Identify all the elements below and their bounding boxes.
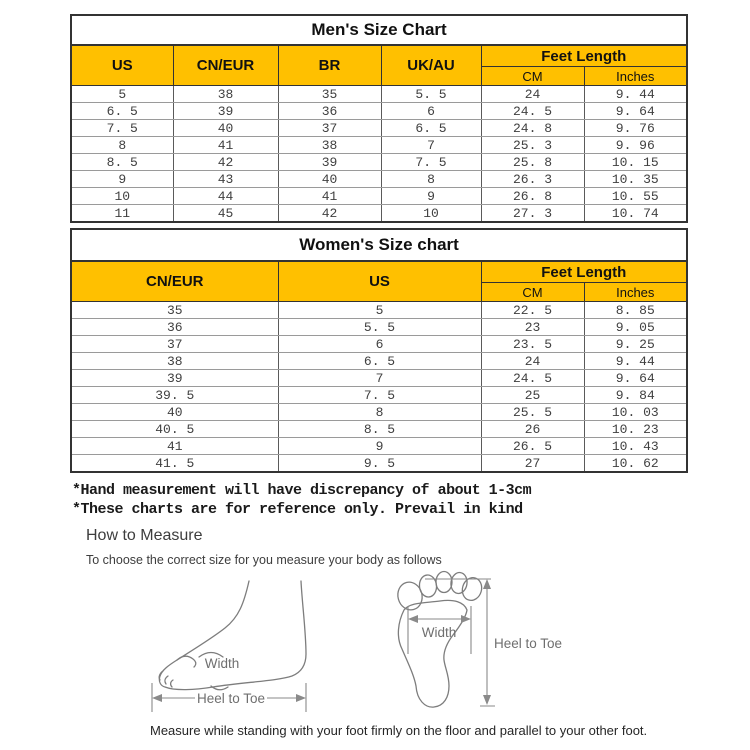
table-row [71, 154, 687, 171]
table-cell: 25. 8 [481, 154, 584, 171]
table-row [71, 404, 687, 421]
table-cell: 10. 74 [584, 205, 687, 223]
table-cell: 38 [173, 86, 278, 103]
table-cell: 8 [278, 404, 481, 421]
table-cell: 24 [481, 86, 584, 103]
table-cell: 42 [173, 154, 278, 171]
table-cell: 24 [481, 353, 584, 370]
column-header-us: US [71, 45, 173, 86]
table-cell: 35 [278, 86, 381, 103]
table-cell: 23 [481, 319, 584, 336]
column-header-cm: CM [481, 283, 584, 302]
column-header-inches: Inches [584, 283, 687, 302]
table-cell: 40 [278, 171, 381, 188]
table-cell: 10. 03 [584, 404, 687, 421]
table-cell: 42 [278, 205, 381, 223]
table-cell: 26 [481, 421, 584, 438]
table-row [71, 302, 687, 319]
table-cell: 40. 5 [71, 421, 278, 438]
table-row [71, 353, 687, 370]
table-cell: 8 [381, 171, 481, 188]
table-cell: 9. 84 [584, 387, 687, 404]
table-row [71, 370, 687, 387]
table-cell: 26. 3 [481, 171, 584, 188]
table-cell: 10. 15 [584, 154, 687, 171]
table-cell: 5 [71, 86, 173, 103]
table-row [71, 188, 687, 205]
foot-side-view-diagram [145, 575, 317, 717]
table-cell: 38 [71, 353, 278, 370]
table-cell: 8. 5 [71, 154, 173, 171]
table-cell: 6. 5 [278, 353, 481, 370]
table-cell: 5. 5 [278, 319, 481, 336]
table-cell: 39 [71, 370, 278, 387]
measure-caption: Measure while standing with your foot firmly on the floor and parallel to your other foot. [150, 723, 648, 738]
table-cell: 9. 76 [584, 120, 687, 137]
measurement-diagrams [0, 571, 750, 719]
column-header-cm: CM [481, 67, 584, 86]
note-line-1: *Hand measurement will have discrepancy of about 1-3cm [72, 482, 532, 499]
table-cell: 39. 5 [71, 387, 278, 404]
table-cell: 8 [71, 137, 173, 154]
table-cell: 37 [278, 120, 381, 137]
column-header-feet-length: Feet Length [481, 261, 687, 283]
table-cell: 9. 44 [584, 353, 687, 370]
table-cell: 43 [173, 171, 278, 188]
table-cell: 5. 5 [381, 86, 481, 103]
table-cell: 36 [71, 319, 278, 336]
table-cell: 10 [381, 205, 481, 223]
table-cell: 6 [278, 336, 481, 353]
table-cell: 7. 5 [71, 120, 173, 137]
how-to-measure-subheading: To choose the correct size for you measure your body as follows [86, 553, 442, 567]
table-cell: 11 [71, 205, 173, 223]
column-header-cn-eur: CN/EUR [173, 45, 278, 86]
table-row [71, 137, 687, 154]
table-cell: 6 [381, 103, 481, 120]
table-cell: 24. 8 [481, 120, 584, 137]
womens-size-table [70, 228, 688, 473]
table-cell: 25. 3 [481, 137, 584, 154]
column-header-uk-au: UK/AU [381, 45, 481, 86]
table-cell: 9. 64 [584, 103, 687, 120]
column-header-inches: Inches [584, 67, 687, 86]
womens-table-body [71, 302, 687, 473]
mens-size-table [70, 14, 688, 223]
side-length-label: Heel to Toe [196, 691, 266, 706]
table-row [71, 103, 687, 120]
table-cell: 7. 5 [381, 154, 481, 171]
table-cell: 9. 05 [584, 319, 687, 336]
table-cell: 23. 5 [481, 336, 584, 353]
foot-top-view-diagram [390, 569, 570, 719]
table-cell: 7 [278, 370, 481, 387]
table-cell: 9. 96 [584, 137, 687, 154]
table-cell: 41. 5 [71, 455, 278, 473]
table-cell: 41 [173, 137, 278, 154]
table-cell: 38 [278, 137, 381, 154]
mens-table-title: Men's Size Chart [71, 15, 687, 45]
table-row [71, 120, 687, 137]
table-cell: 27. 3 [481, 205, 584, 223]
table-cell: 25 [481, 387, 584, 404]
side-width-label: Width [204, 656, 240, 671]
column-header-feet-length: Feet Length [481, 45, 687, 67]
womens-table-title: Women's Size chart [71, 229, 687, 261]
how-to-measure-heading: How to Measure [86, 527, 203, 544]
table-cell: 8. 85 [584, 302, 687, 319]
table-cell: 24. 5 [481, 103, 584, 120]
table-cell: 25. 5 [481, 404, 584, 421]
table-cell: 24. 5 [481, 370, 584, 387]
table-cell: 26. 5 [481, 438, 584, 455]
table-cell: 7 [381, 137, 481, 154]
table-cell: 9. 64 [584, 370, 687, 387]
table-cell: 9. 5 [278, 455, 481, 473]
table-cell: 41 [71, 438, 278, 455]
table-cell: 9 [71, 171, 173, 188]
table-cell: 9 [278, 438, 481, 455]
table-cell: 40 [173, 120, 278, 137]
column-header-us: US [278, 261, 481, 302]
table-row [71, 438, 687, 455]
table-cell: 5 [278, 302, 481, 319]
table-cell: 26. 8 [481, 188, 584, 205]
table-cell: 9. 44 [584, 86, 687, 103]
table-cell: 8. 5 [278, 421, 481, 438]
top-width-label: Width [421, 625, 457, 640]
table-row [71, 171, 687, 188]
top-length-label: Heel to Toe [494, 636, 563, 651]
table-cell: 39 [173, 103, 278, 120]
table-cell: 10 [71, 188, 173, 205]
table-cell: 10. 62 [584, 455, 687, 473]
table-cell: 37 [71, 336, 278, 353]
table-cell: 39 [278, 154, 381, 171]
table-cell: 27 [481, 455, 584, 473]
table-cell: 22. 5 [481, 302, 584, 319]
table-cell: 45 [173, 205, 278, 223]
table-cell: 9 [381, 188, 481, 205]
disclaimer-notes [72, 481, 750, 519]
table-row [71, 421, 687, 438]
table-row [71, 455, 687, 473]
table-cell: 35 [71, 302, 278, 319]
table-cell: 9. 25 [584, 336, 687, 353]
table-row [71, 86, 687, 103]
table-cell: 6. 5 [71, 103, 173, 120]
table-row [71, 205, 687, 223]
note-line-2: *These charts are for reference only. Prevail in kind [72, 501, 523, 518]
table-cell: 10. 23 [584, 421, 687, 438]
table-cell: 41 [278, 188, 381, 205]
table-row [71, 319, 687, 336]
column-header-cn-eur: CN/EUR [71, 261, 278, 302]
mens-table-body [71, 86, 687, 223]
table-cell: 36 [278, 103, 381, 120]
table-cell: 44 [173, 188, 278, 205]
table-cell: 10. 35 [584, 171, 687, 188]
table-cell: 7. 5 [278, 387, 481, 404]
table-row [71, 336, 687, 353]
table-cell: 10. 43 [584, 438, 687, 455]
table-cell: 6. 5 [381, 120, 481, 137]
table-row [71, 387, 687, 404]
table-cell: 10. 55 [584, 188, 687, 205]
table-cell: 40 [71, 404, 278, 421]
column-header-br: BR [278, 45, 381, 86]
